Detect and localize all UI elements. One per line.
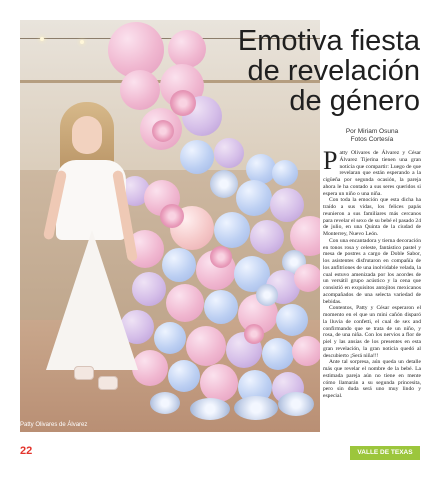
balloon bbox=[214, 138, 244, 168]
balloon bbox=[214, 212, 250, 248]
photo-caption: Patty Olivares de Álvarez bbox=[20, 422, 88, 428]
balloon bbox=[120, 70, 160, 110]
hydrangea-cluster bbox=[256, 284, 278, 306]
balloon bbox=[166, 284, 204, 322]
string-light bbox=[40, 37, 44, 41]
flower-cluster bbox=[210, 246, 232, 268]
shoe-left bbox=[74, 366, 94, 380]
balloon bbox=[262, 338, 294, 370]
balloon bbox=[200, 364, 238, 402]
balloon bbox=[204, 290, 238, 324]
title-line-1: Emotiva fiesta bbox=[237, 25, 420, 57]
byline bbox=[323, 128, 421, 144]
dropcap: P bbox=[323, 146, 338, 175]
balloon bbox=[180, 140, 214, 174]
balloon bbox=[168, 360, 200, 392]
floor-flowers bbox=[190, 398, 230, 420]
paragraph-4: Contentos, Patty y César esperaron el momento en el que un mini cañón disparó la lluvia de confetti, el cual de sex and confirmando que se trata de un niño, y rosa, de una niña. Con los nervios a flor de piel y las ansias de los presentes en esta gran revelación, la gran noticia quedó al descubierto ¡Será niña!!! bbox=[323, 305, 421, 359]
article-body bbox=[323, 146, 422, 400]
title-line-3: de género bbox=[289, 85, 420, 117]
white-dress-skirt bbox=[46, 230, 138, 370]
flower-cluster bbox=[152, 120, 174, 142]
section-label: VALLE DE TEXAS bbox=[350, 446, 420, 460]
balloon bbox=[276, 304, 308, 336]
balloon bbox=[270, 188, 304, 222]
balloon bbox=[292, 336, 320, 366]
woman-face bbox=[72, 116, 102, 154]
paragraph-3: Con una encantadora y tierna decoración en tonos rosa y celeste, fantástico pastel y mesa de postres a cargo de Doble Sabor, los asistentes disfrutaron en compañía de los anfitriones de una inolvidable velada, la cual estuvo amenizada por los acordes de un versátil grupo acústico y la cena que consistió en exquisitos antojitos mexicanos acompañados de una selecta variedad de bebidas. bbox=[323, 237, 421, 305]
byline-author: Por Miriam Osuna bbox=[345, 128, 399, 135]
balloon bbox=[162, 248, 196, 282]
balloon bbox=[154, 322, 186, 354]
paragraph-2: Con toda la emoción que esta dicha ha traído a sus vidas, los felices papás reunieron a sus familiares más cercanos para revelar el sexo de su bebé el pasado 24 de julio, en una Quinta de la ciudad de Monterrey, Nuevo León. bbox=[323, 197, 422, 237]
floor-flowers bbox=[150, 392, 180, 414]
flower-cluster bbox=[244, 324, 264, 344]
paragraph-5: Ante tal sorpresa, aún queda un detalle más que revelar el nombre de la bebé. La estimada pareja aún no tiene en mente cómo llamarán a su segunda princesita, pero sin duda será uno muy lindo y especial. bbox=[323, 359, 421, 399]
flower-cluster bbox=[160, 204, 184, 228]
byline-photos: Fotos Cortesía bbox=[350, 136, 394, 143]
string-light bbox=[80, 40, 84, 44]
balloon bbox=[236, 180, 272, 216]
balloon bbox=[272, 160, 298, 186]
hydrangea-cluster bbox=[210, 170, 238, 198]
title-line-2: de revelación bbox=[247, 55, 420, 87]
balloon bbox=[186, 326, 226, 366]
shoe-right bbox=[98, 376, 118, 390]
floor-flowers bbox=[234, 396, 278, 420]
floor-flowers bbox=[278, 392, 314, 416]
balloon bbox=[250, 220, 284, 254]
balloon bbox=[294, 264, 320, 292]
article-title bbox=[180, 26, 420, 116]
paragraph-1: atty Olivares de Álvarez y César Álvarez Tijerina tienen una gran noticia que compartir: Luego de que revelaran que están esperando a la cigüeña por segunda ocasión, la pareja ahora le ha contado a sus seres queridos si espera un niño o una niña. bbox=[323, 150, 421, 197]
page-number: 22 bbox=[20, 445, 33, 457]
